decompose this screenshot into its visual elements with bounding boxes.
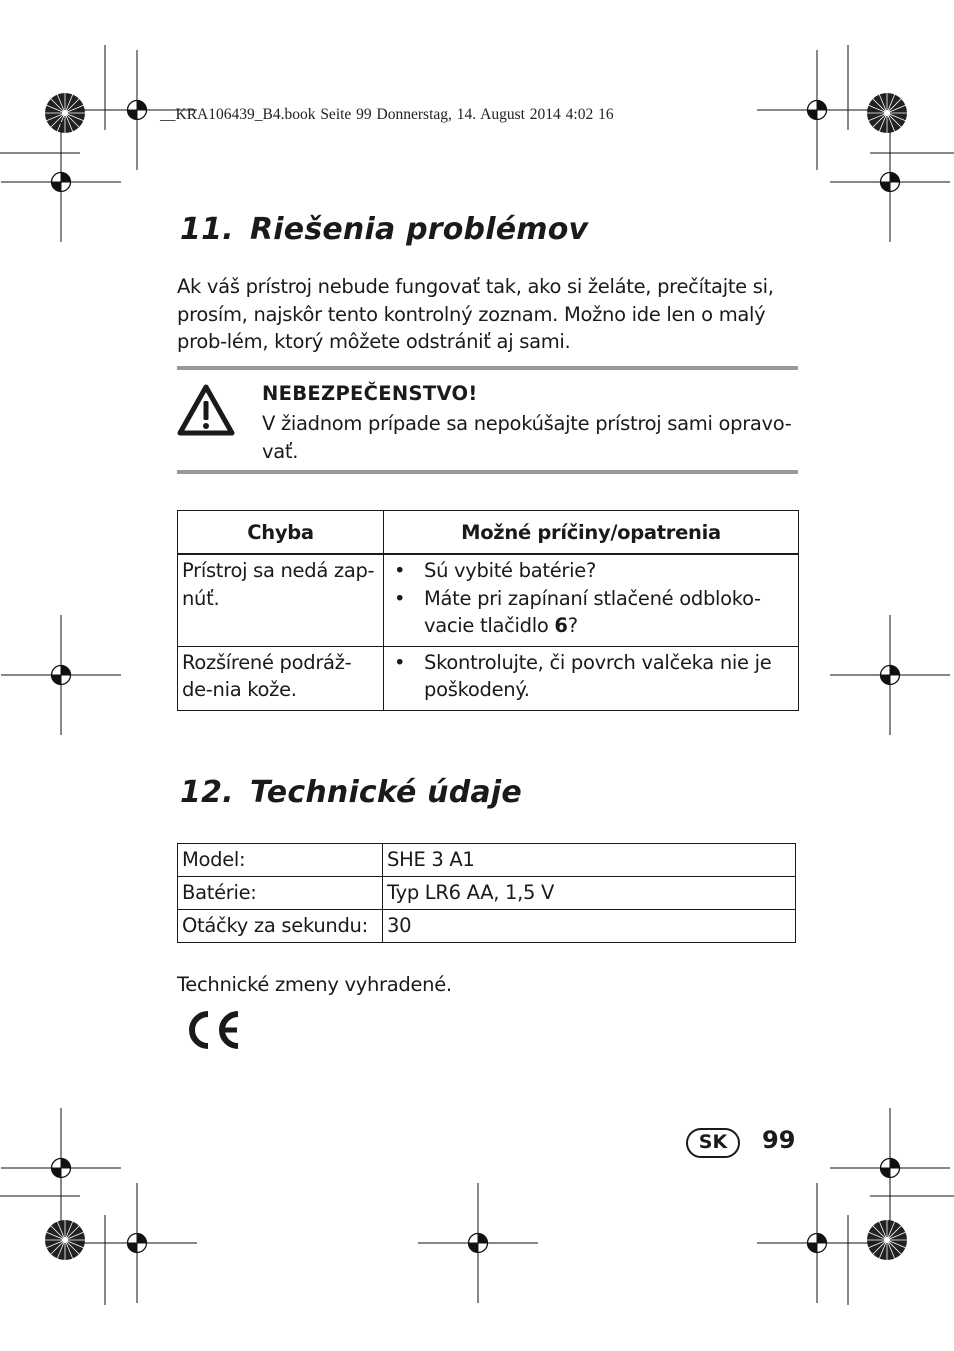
section-11-number: 11. bbox=[180, 212, 234, 247]
table-row bbox=[178, 910, 796, 943]
error-cell: Rozšírené podráž-de-nia kože. bbox=[178, 646, 384, 710]
cause-text-suffix: ? bbox=[567, 614, 578, 637]
spec-value: Typ LR6 AA, 1,5 V bbox=[383, 877, 796, 910]
warning-bottom-rule bbox=[177, 470, 798, 474]
table-row bbox=[178, 646, 799, 710]
spec-label: Batérie: bbox=[178, 877, 383, 910]
cause-item: • Skontrolujte, či povrch valčeka nie je poškodený. bbox=[388, 649, 794, 704]
table-header-row bbox=[178, 511, 799, 555]
causes-cell bbox=[384, 554, 799, 646]
troubleshooting-table bbox=[177, 510, 799, 711]
warning-title: NEBEZPEČENSTVO! bbox=[262, 382, 478, 405]
warning-text: V žiadnom prípade sa nepokúšajte prístroj sami opravo-vať. bbox=[262, 412, 792, 463]
language-badge: SK bbox=[686, 1128, 740, 1158]
troubleshooting-intro: Ak váš prístroj nebude fungovať tak, ako si želáte, prečítajte si, prosím, najskôr tento kontrolný zoznam. Možno ide len o malý prob-lém, ktorý môžete odstrániť aj sami. bbox=[177, 275, 774, 353]
section-11-heading bbox=[180, 212, 588, 247]
technical-changes-note: Technické zmeny vyhradené. bbox=[177, 973, 452, 996]
section-11-title: Riešenia problémov bbox=[250, 212, 589, 247]
spec-label: Otáčky za sekundu: bbox=[178, 910, 383, 943]
part-number: 6 bbox=[554, 614, 568, 637]
table-row bbox=[178, 877, 796, 910]
section-12-title: Technické údaje bbox=[250, 775, 522, 810]
spec-value: 30 bbox=[383, 910, 796, 943]
cause-text: Máte pri zapínaní stlačené odbloko-vacie tlačidlo bbox=[424, 586, 761, 637]
column-header-causes: Možné príčiny/opatrenia bbox=[384, 511, 799, 555]
causes-cell bbox=[384, 646, 799, 710]
warning-triangle-icon bbox=[177, 384, 235, 436]
section-12-number: 12. bbox=[180, 775, 234, 810]
print-slug: __KRA106439_B4.book Seite 99 Donnerstag, 14. August 2014 4:02 16 bbox=[160, 106, 614, 123]
error-cell: Prístroj sa nedá zap-núť. bbox=[178, 554, 384, 646]
column-header-error: Chyba bbox=[178, 511, 384, 555]
specs-table bbox=[177, 843, 796, 943]
cause-item bbox=[388, 585, 794, 640]
cause-item: • Sú vybité batérie? bbox=[388, 557, 794, 585]
table-row bbox=[178, 844, 796, 877]
section-12-heading bbox=[180, 775, 522, 810]
page-number: 99 bbox=[762, 1126, 796, 1154]
table-row bbox=[178, 554, 799, 646]
ce-mark-icon bbox=[181, 1010, 243, 1050]
spec-label: Model: bbox=[178, 844, 383, 877]
spec-value: SHE 3 A1 bbox=[383, 844, 796, 877]
warning-top-rule bbox=[177, 366, 798, 370]
